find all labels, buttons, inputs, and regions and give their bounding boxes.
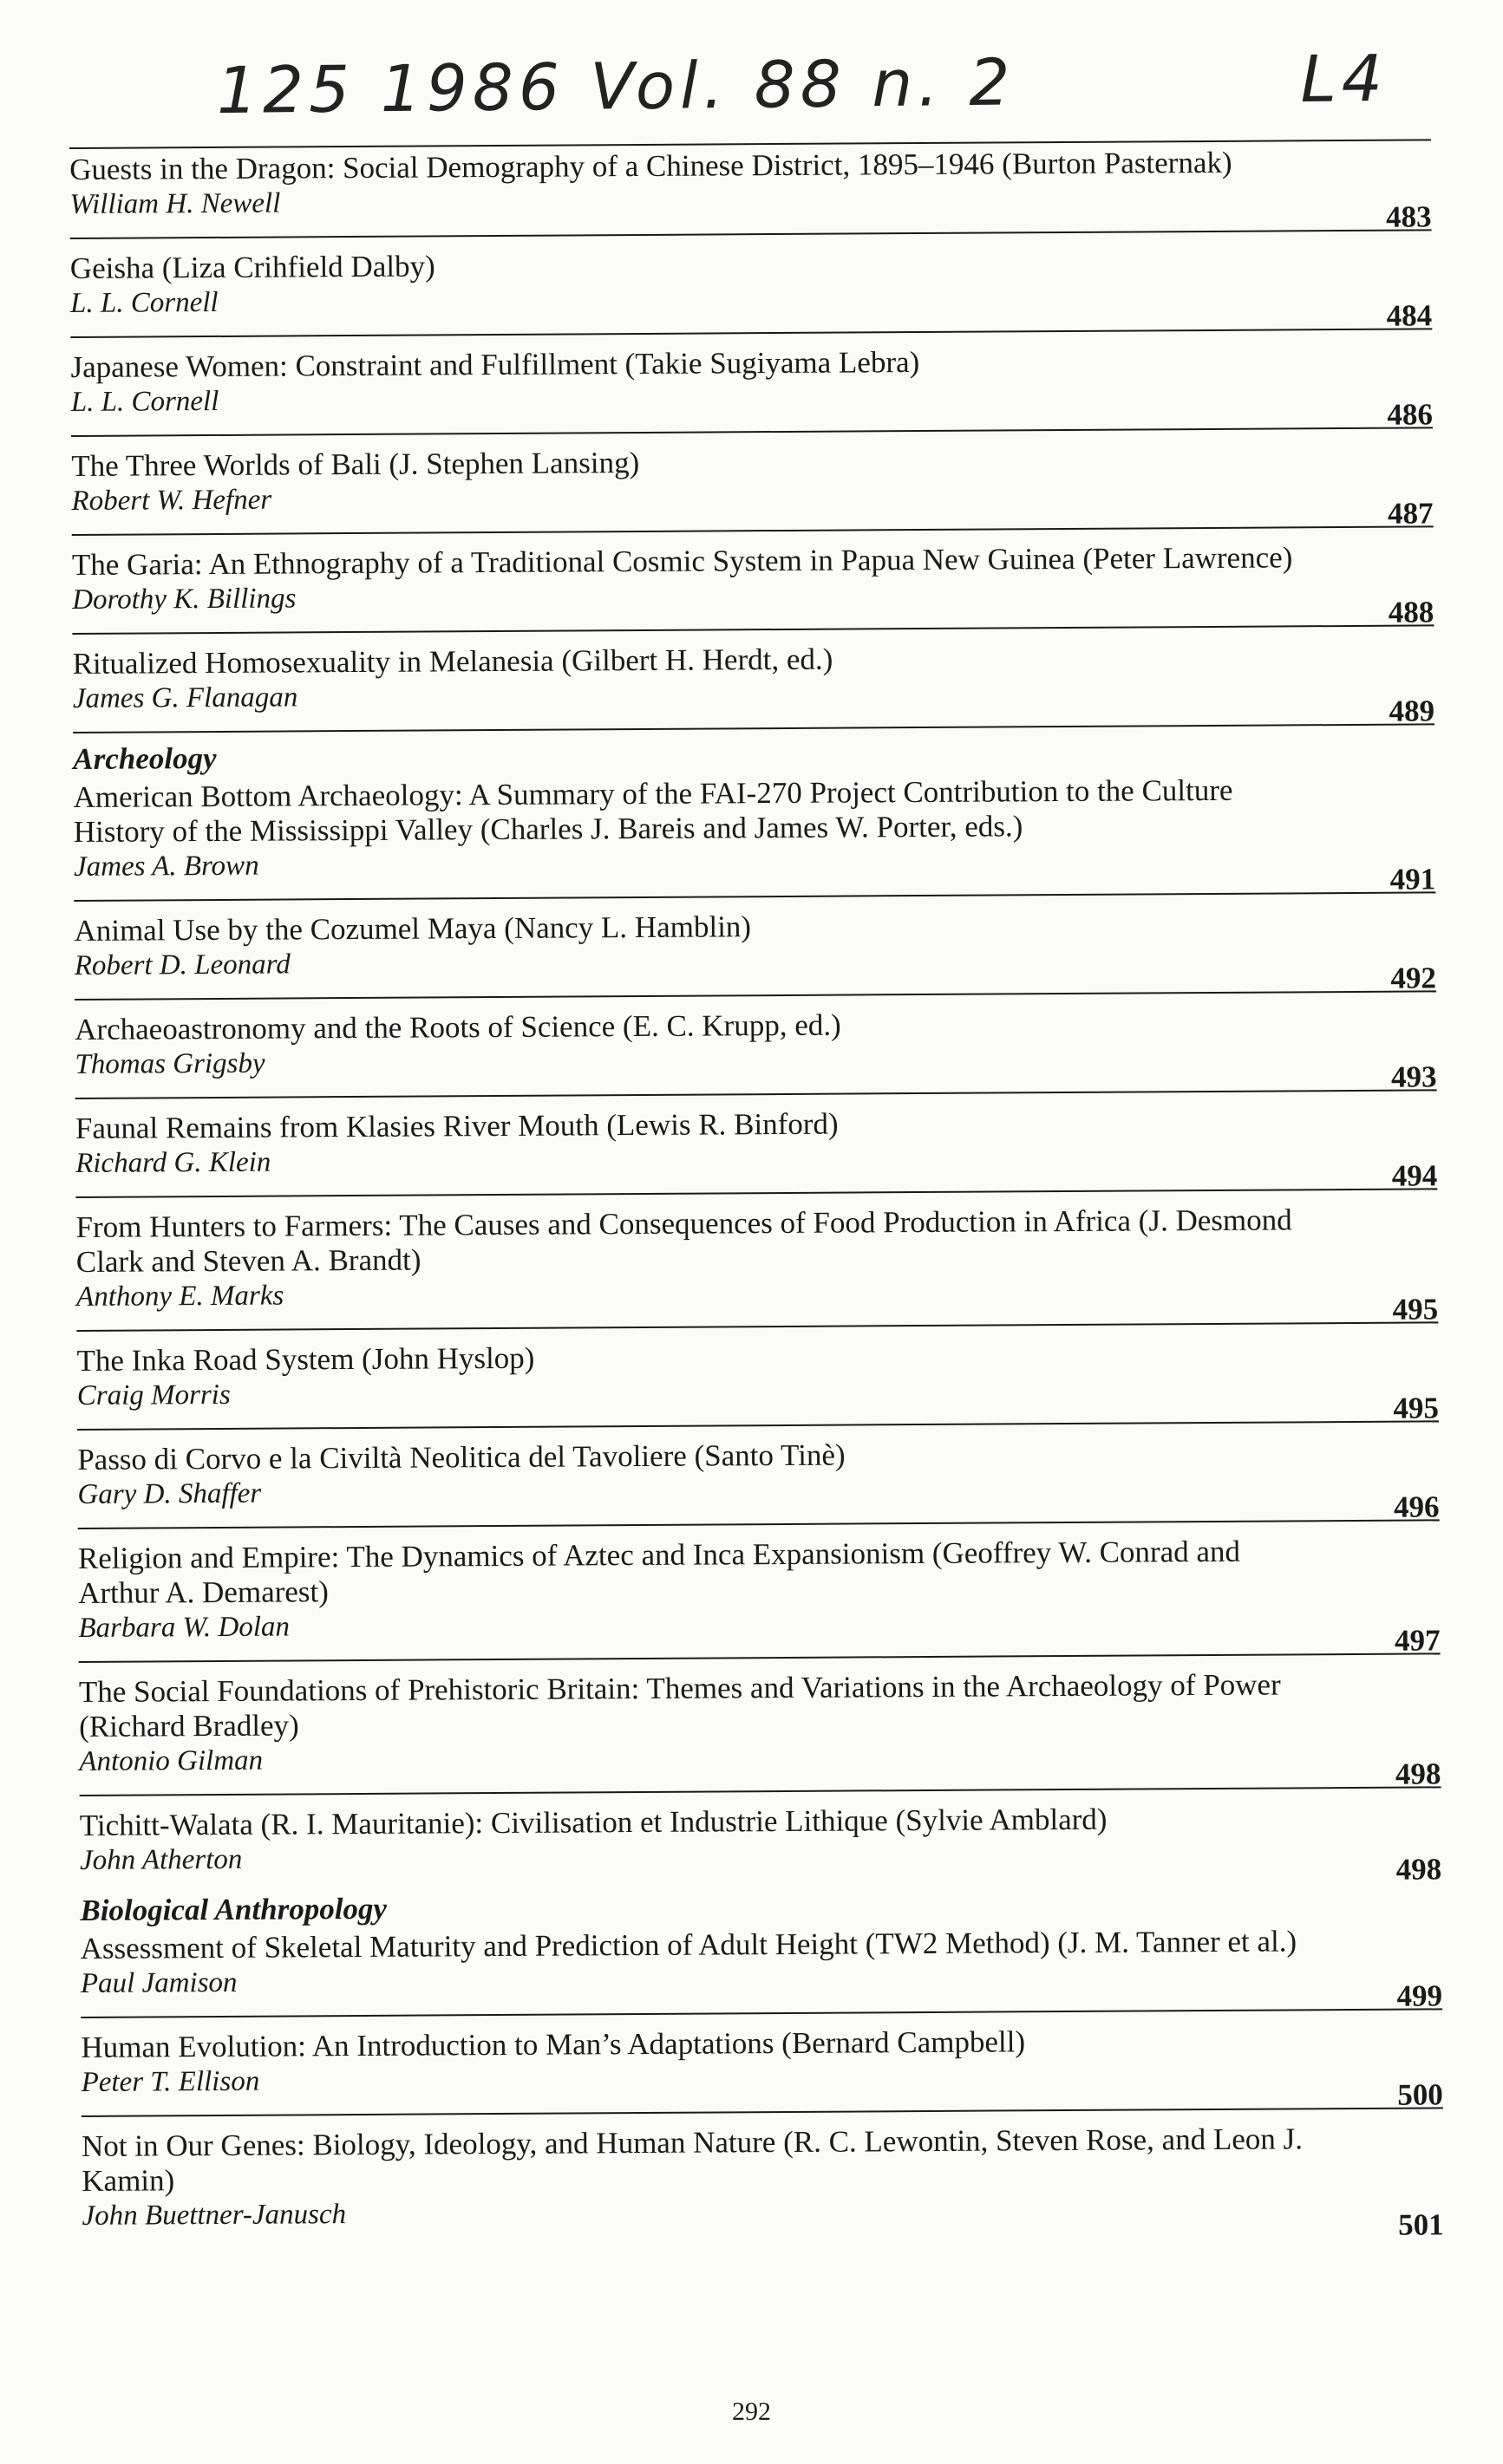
page-number: 492 <box>1390 961 1436 995</box>
reviewer-name: John Buettner-Janusch <box>82 2199 347 2232</box>
page-number: 494 <box>1391 1158 1438 1193</box>
page-number: 498 <box>1395 1852 1442 1887</box>
reviewer-name: James G. Flanagan <box>72 681 298 714</box>
reviewer-name: Gary D. Shaffer <box>77 1477 262 1510</box>
book-title: American Bottom Archaeology: A Summary of the FAI-270 Project Contribution to the Culture History of the Mississippi Valley (Charles J. Bareis and James W. Porter, eds.) <box>73 772 1233 849</box>
list-item <box>82 2117 1444 2246</box>
footer-page-number: 292 <box>732 2397 771 2426</box>
list-item <box>72 536 1434 635</box>
page-number: 486 <box>1387 397 1434 432</box>
list-item <box>72 635 1434 733</box>
section-heading-biological-anthropology: Biological Anthropology <box>80 1891 388 1927</box>
reviewer-name: L. L. Cornell <box>69 286 219 319</box>
contents-list <box>69 139 1444 2246</box>
page-number: 487 <box>1387 496 1434 531</box>
reviewer-name: John Atherton <box>79 1843 243 1876</box>
reviewer-name: L. L. Cornell <box>70 385 219 418</box>
book-title: Geisha (Liza Crihfield Dalby) <box>69 249 435 285</box>
book-title: Faunal Remains from Klasies River Mouth (Lewis R. Binford) <box>75 1106 839 1145</box>
reviewer-name: Paul Jamison <box>80 1966 238 1999</box>
page-number: 501 <box>1398 2207 1444 2242</box>
reviewer-name: Dorothy K. Billings <box>72 583 297 616</box>
reviewer-name: William H. Newell <box>69 187 281 220</box>
book-title: Ritualized Homosexuality in Melanesia (Gilbert H. Herdt, ed.) <box>72 642 833 681</box>
page-number: 489 <box>1389 694 1435 728</box>
page-number: 495 <box>1393 1391 1440 1425</box>
reviewer-name: Thomas Grigsby <box>75 1047 265 1080</box>
book-title: The Inka Road System (John Hyslop) <box>76 1340 535 1378</box>
list-item <box>77 1431 1440 1529</box>
reviewer-name: Richard G. Klein <box>75 1146 271 1179</box>
book-title: From Hunters to Farmers: The Causes and Consequences of Food Production in Africa (J. Desmond Clark and Steven A. Brandt) <box>75 1203 1292 1279</box>
page-number: 488 <box>1388 595 1434 629</box>
list-item <box>76 1332 1439 1431</box>
reviewer-name: Robert D. Leonard <box>74 948 291 981</box>
list-item <box>81 1920 1443 2018</box>
page-number: 484 <box>1386 298 1433 333</box>
list-item <box>70 338 1433 437</box>
book-title: The Social Foundations of Prehistoric Britain: Themes and Variations in the Archaeology of Power (Richard Bradley) <box>78 1667 1281 1744</box>
list-item <box>71 437 1434 536</box>
book-title: The Garia: An Ethnography of a Traditional Cosmic System in Papua New Guinea (Peter Lawrence) <box>71 540 1293 582</box>
book-title: Tichitt-Walata (R. I. Mauritanie): Civilisation et Industrie Lithique (Sylvie Amblard) <box>79 1802 1108 1842</box>
list-item <box>75 1099 1438 1198</box>
reviewer-name: Robert W. Hefner <box>71 484 272 517</box>
handwritten-shelf-mark: L4 <box>1300 41 1389 117</box>
list-item <box>73 768 1435 902</box>
handwritten-catalog-note: 125 1986 Vol. 88 n. 2 <box>216 45 1016 129</box>
book-title: The Three Worlds of Bali (J. Stephen Lansing) <box>71 445 640 483</box>
reviewer-name: Craig Morris <box>76 1379 231 1411</box>
book-title: Animal Use by the Cozumel Maya (Nancy L. Hamblin) <box>74 909 752 948</box>
list-item <box>80 1796 1442 1890</box>
reviewer-name: James A. Brown <box>73 850 259 883</box>
page-number: 495 <box>1392 1292 1439 1327</box>
reviewer-name: Anthony E. Marks <box>75 1280 284 1313</box>
reviewer-name: Antonio Gilman <box>79 1744 264 1777</box>
page-number: 491 <box>1389 862 1436 896</box>
list-item <box>70 239 1433 338</box>
list-item <box>79 1663 1441 1796</box>
page-number: 500 <box>1397 2077 1443 2112</box>
page-number: 499 <box>1396 1978 1443 2013</box>
book-title: Human Evolution: An Introduction to Man’s Adaptations (Bernard Campbell) <box>81 2024 1026 2064</box>
book-title: Not in Our Genes: Biology, Ideology, and Human Nature (R. C. Lewontin, Steven Rose, and Leon J. Kamin) <box>81 2122 1304 2198</box>
book-title: Japanese Women: Constraint and Fulfillment (Takie Sugiyama Lebra) <box>70 345 920 384</box>
list-item <box>75 1001 1437 1099</box>
list-item <box>78 1529 1441 1663</box>
book-title: Guests in the Dragon: Social Demography of a Chinese District, 1895–1946 (Burton Pasternak) <box>69 145 1232 186</box>
reviewer-name: Peter T. Ellison <box>81 2065 260 2098</box>
book-title: Religion and Empire: The Dynamics of Aztec and Inca Expansionism (Geoffrey W. Conrad and Arthur A. Demarest) <box>77 1534 1241 1610</box>
list-item <box>75 1198 1438 1332</box>
book-title: Passo di Corvo e la Civiltà Neolitica del Tavoliere (Santo Tinè) <box>77 1437 846 1476</box>
page-number: 493 <box>1390 1059 1437 1094</box>
section-heading-archeology: Archeology <box>73 740 217 776</box>
list-item <box>81 2018 1443 2117</box>
list-item <box>69 140 1432 239</box>
book-title: Archaeoastronomy and the Roots of Science (E. C. Krupp, ed.) <box>75 1007 841 1046</box>
book-title: Assessment of Skeletal Maturity and Prediction of Adult Height (TW2 Method) (J. M. Tanner et al.) <box>80 1924 1297 1965</box>
page-number: 496 <box>1393 1489 1440 1524</box>
page-number: 498 <box>1395 1757 1441 1791</box>
page-number: 497 <box>1394 1623 1441 1658</box>
reviewer-name: Barbara W. Dolan <box>78 1611 291 1644</box>
list-item <box>74 902 1436 1001</box>
page-number: 483 <box>1385 199 1432 234</box>
